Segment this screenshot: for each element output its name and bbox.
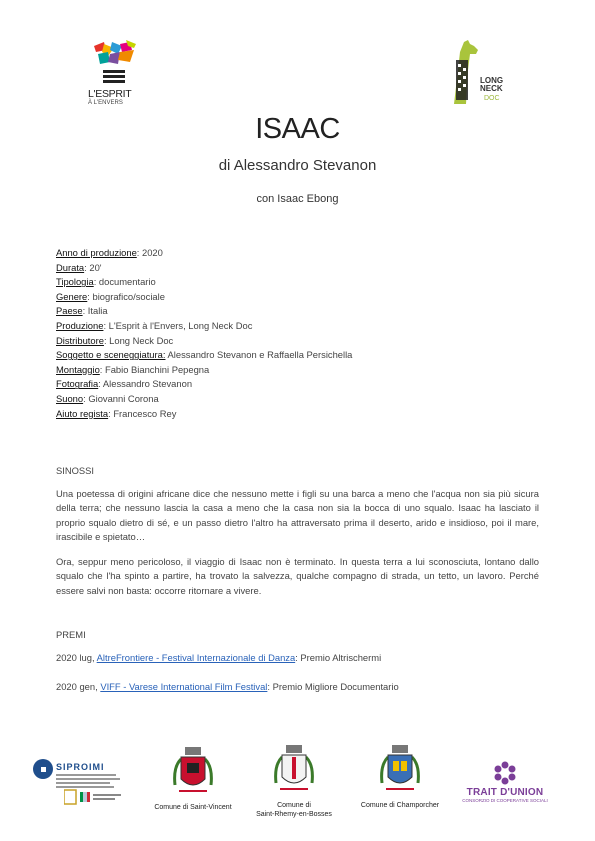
detail-row: Aiuto regista: Francesco Rey xyxy=(56,407,177,419)
saint-rhemy-crest-icon xyxy=(272,743,316,799)
trait-dunion-logo xyxy=(455,760,555,803)
detail-row: Anno di produzione: 2020 xyxy=(56,247,163,258)
esprit-logo xyxy=(88,40,140,106)
festival-link-altrefrontiere[interactable]: AltreFrontiere - Festival Internazionale di Danza xyxy=(96,652,296,663)
giraffe-icon xyxy=(450,40,484,104)
film-details xyxy=(56,246,352,421)
ministry-logos-icon xyxy=(64,788,124,806)
comune-champorcher-label: Comune di Champorcher xyxy=(360,802,440,809)
detail-row: Soggetto e sceneggiatura: Alessandro Stevanon e Raffaella Persichella xyxy=(56,349,353,361)
esprit-logo-subtext: À L'ENVERS xyxy=(88,100,123,106)
siproimi-fineprint xyxy=(56,774,120,788)
comune-saint-vincent-label: Comune di Saint-Vincent xyxy=(154,804,232,811)
cast-line: con Isaac Ebong xyxy=(256,193,339,205)
trait-dunion-name: TRAIT D'UNION xyxy=(466,787,544,798)
award-item: 2020 gen, VIFF - Varese International Film Festival: Premio Migliore Documentario xyxy=(56,681,399,692)
siproimi-logo xyxy=(32,758,132,808)
festival-link-viff[interactable]: VIFF - Varese International Film Festival xyxy=(100,681,268,692)
detail-row: Montaggio: Fabio Bianchini Pepegna xyxy=(56,363,210,375)
detail-row: Produzione: L'Esprit à l'Envers, Long Neck Doc xyxy=(56,319,253,331)
detail-row: Fotografia: Alessandro Stevanon xyxy=(56,378,193,390)
detail-row: Paese: Italia xyxy=(56,305,108,317)
synopsis-paragraph-2: Ora, seppur meno pericoloso, il viaggio di Isaac non è terminato. In questa terra a lui sconosciuta, lontano dallo squalo che l'ha spinto a partire, ha trovato la salvezza, qualche compagno di strada, un tetto, un lavoro. Perché essere salvi non basta: occorre ritornare a vivere. xyxy=(56,556,539,596)
comune-saint-rhemy-label: Comune di Saint-Rhemy-en-Bosses xyxy=(256,802,332,818)
comune-saint-vincent xyxy=(148,745,238,812)
esprit-logo-text: L'ESPRIT xyxy=(88,88,132,100)
detail-row: Durata: 20' xyxy=(56,261,102,273)
longneck-logo-text: LONG NECK xyxy=(480,76,504,93)
director-line: di Alessandro Stevanon xyxy=(218,157,377,174)
awards-heading: PREMI xyxy=(56,629,86,640)
esprit-logo-mark-icon xyxy=(90,40,138,70)
page-title: ISAAC xyxy=(255,113,340,145)
comune-champorcher xyxy=(350,743,450,810)
detail-row: Genere: biografico/sociale xyxy=(56,290,165,302)
synopsis-paragraph-1: Una poetessa di origini africane dice che nessuno mette i figli su una barca a meno che l'acqua non sia più sicura della terra; che nessuno lascia la casa a meno che la casa non sia la bocca di uno squalo. Isaac ha lasciato il proprio squalo dietro di sé, e un passo dietro l'altro ha attraversato prima il deserto, arido e insidioso, poi il mare, irascibile e spietato… xyxy=(56,488,539,543)
saint-vincent-crest-icon xyxy=(171,745,215,801)
comune-saint-rhemy xyxy=(252,743,336,819)
detail-row: Distributore: Long Neck Doc xyxy=(56,334,174,346)
longneck-logo xyxy=(450,40,510,104)
longneck-logo-subtext: DOC xyxy=(484,95,500,102)
detail-row: Tipologia: documentario xyxy=(56,276,156,288)
siproimi-circle-icon xyxy=(32,758,54,780)
champorcher-crest-icon xyxy=(378,743,422,799)
esprit-logo-bars xyxy=(103,70,125,85)
trait-dunion-flower-icon xyxy=(492,760,518,786)
trait-dunion-subtitle: CONSORZIO DI COOPERATIVE SOCIALI xyxy=(462,798,548,803)
award-item: 2020 lug, AltreFrontiere - Festival Internazionale di Danza: Premio Altrischermi xyxy=(56,652,382,663)
detail-row: Suono: Giovanni Corona xyxy=(56,392,159,404)
synopsis-heading: SINOSSI xyxy=(56,465,95,476)
siproimi-text: SIPROIMI xyxy=(56,762,105,772)
